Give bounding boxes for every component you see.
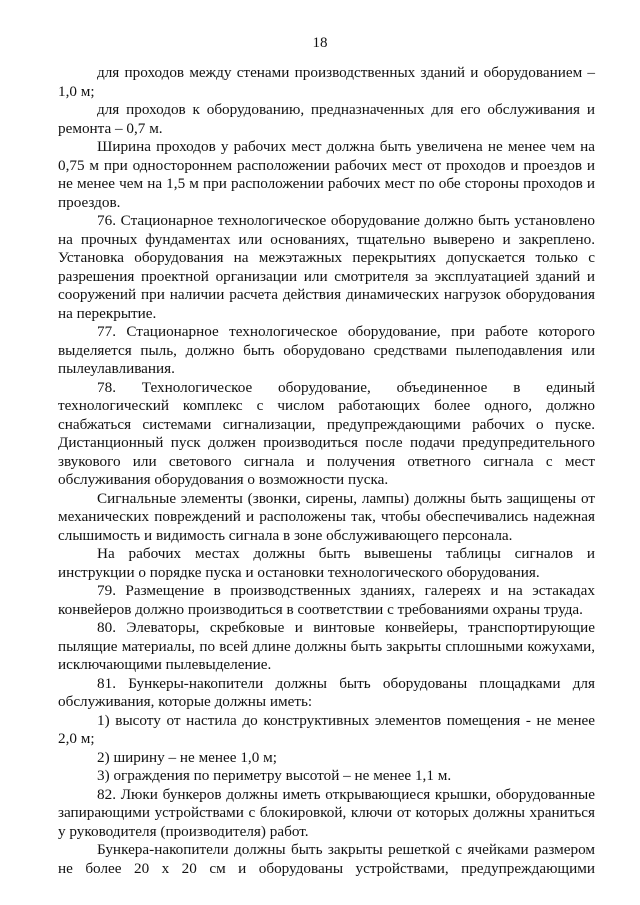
paragraph-item-80: 80. Элеваторы, скребковые и винтовые конвейеры, транспортирующие пылящие материалы, по всей длине должны быть закрыты сплошными кожухами, исключающими пылевыделение. — [58, 619, 595, 673]
paragraph-item-76: 76. Стационарное технологическое оборудование должно быть установлено на прочных фундаментах или основаниях, тщательно выверено и закреплено. Установка оборудования на межэтажных перекрытиях допускается только с разрешения проектной организации или смотрителя за эксплуатацией зданий и сооружений при наличии расчета действия динамических нагрузок оборудования на перекрытие. — [58, 212, 595, 322]
paragraph-item-79: 79. Размещение в производственных зданиях, галереях и на эстакадах конвейеров должно производиться в соответствии с требованиями охраны труда. — [58, 582, 595, 618]
page-number: 18 — [312, 35, 328, 51]
paragraph-item-78: 78. Технологическое оборудование, объединенное в единый технологический комплекс с числом работающих более одного, должно снабжаться системами сигнализации, предупреждающими рабочих о пуске. Дистанционный пуск должен производиться после подачи предупредительного звукового или светового сигнала и получения ответного сигнала с мест обслуживания оборудования о возможности пуска. — [58, 378, 595, 488]
list-item: 2) ширину – не менее 1,0 м; — [97, 748, 277, 766]
paragraph: Сигнальные элементы (звонки, сирены, лампы) должны быть защищены от механических повреждений и расположены так, чтобы обеспечивались надежная слышимость и видимость сигнала в зоне обслуживающего персонала. — [58, 489, 595, 544]
paragraph-item-82: 82. Люки бункеров должны иметь открывающиеся крышки, оборудованные запирающими устройствами с блокировкой, ключи от которых должны храниться у руководителя (производителя) работ. — [58, 785, 595, 840]
paragraph: На рабочих местах должны быть вывешены таблицы сигналов и инструкции о порядке пуска и остановки технологического оборудования. — [58, 545, 595, 581]
paragraph: для проходов между стенами производственных зданий и оборудованием – 1,0 м; — [58, 64, 595, 100]
paragraph-item-77: 77. Стационарное технологическое оборудование, при работе которого выделяется пыль, должно быть оборудовано средствами пылеподавления или пылеулавливания. — [58, 323, 595, 377]
paragraph: Бункера-накопители должны быть закрыты решеткой с ячейками размером не более 20 х 20 см и оборудованы устройствами, предупреждающими — [58, 841, 595, 877]
list-item: 1) высоту от настила до конструктивных элементов помещения - не менее 2,0 м; — [58, 711, 595, 747]
paragraph-item-81: 81. Бункеры-накопители должны быть оборудованы площадками для обслуживания, которые должны иметь: — [58, 674, 595, 710]
paragraph: Ширина проходов у рабочих мест должна быть увеличена не менее чем на 0,75 м при одностороннем расположении рабочих мест от проходов и проездов и не менее чем на 1,5 м при расположении рабочих мест по обе стороны проходов и проездов. — [58, 138, 595, 211]
paragraph: для проходов к оборудованию, предназначенных для его обслуживания и ремонта – 0,7 м. — [58, 101, 595, 137]
document-body — [58, 64, 595, 878]
list-item: 3) ограждения по периметру высотой – не менее 1,1 м. — [97, 767, 452, 784]
